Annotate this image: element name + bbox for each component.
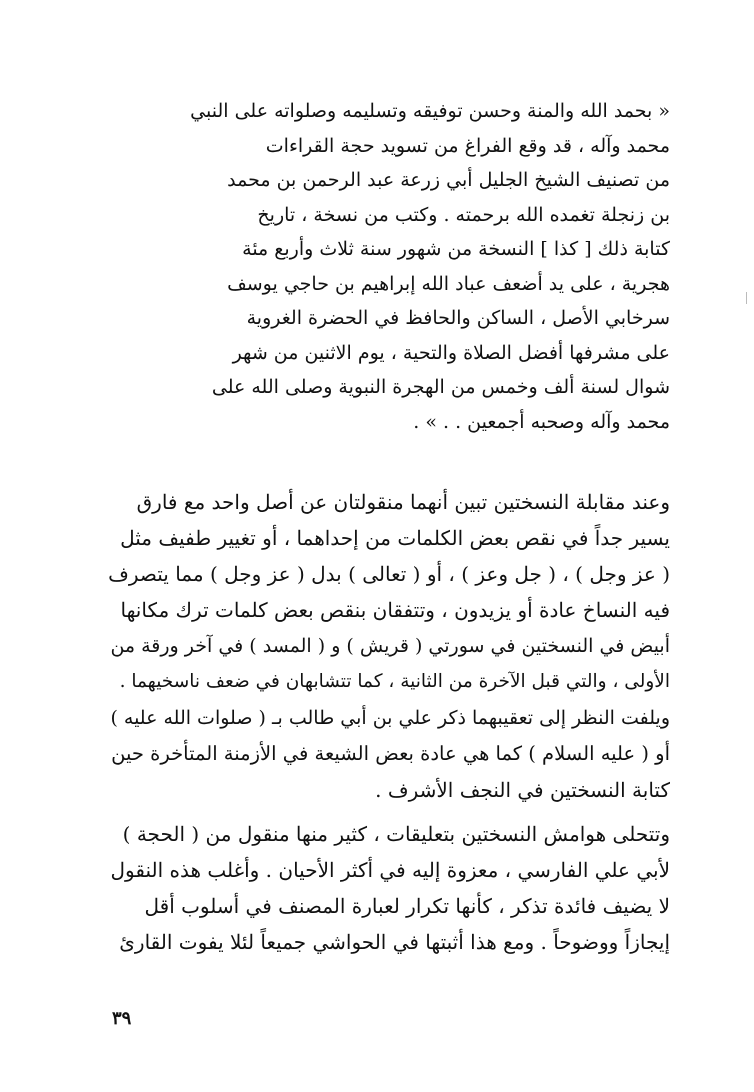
quote-line: من تصنيف الشيخ الجليل أبي زرعة عبد الرحمن بن محمد — [227, 169, 670, 191]
paragraph-line: لأبي علي الفارسي ، معزوة إليه في أكثر الأحيان . وأغلب هذه النقول — [110, 858, 670, 882]
marginal-notes-paragraph — [108, 816, 670, 960]
manuscript-comparison-paragraph — [108, 484, 670, 808]
quote-line: كتابة ذلك [ كذا ] النسخة من شهور سنة ثلاث وأربع مئة — [242, 238, 670, 260]
paragraph-line: فيه النساخ عادة أو يزيدون ، وتتفقان بنقص بعض كلمات ترك مكانها — [120, 598, 670, 622]
paragraph-line: أبيض في النسختين في سورتي ( قريش ) و ( المسد ) في آخر ورقة من — [110, 635, 670, 657]
paragraph-line: إيجازاً ووضوحاً . ومع هذا أثبتها في الحواشي جميعاً لئلا يفوت القارئ — [119, 930, 670, 954]
paragraph-line: ويلفت النظر إلى تعقيبهما ذكر علي بن أبي طالب بـ ( صلوات الله عليه ) — [110, 707, 670, 729]
paragraph-line: وعند مقابلة النسختين تبين أنهما منقولتان عن أصل واحد مع فارق — [136, 490, 670, 514]
paragraph-line: أو ( عليه السلام ) كما هي عادة بعض الشيعة في الأزمنة المتأخرة حين — [111, 742, 670, 765]
quote-line: بن زنجلة تغمده الله برحمته . وكتب من نسخة ، تاريخ — [257, 203, 670, 226]
quote-line: محمد وآله ، قد وقع الفراغ من تسويد حجة القراءات — [265, 134, 670, 157]
paragraph-line: ( عز وجل ) ، ( جل وعز ) ، أو ( تعالى ) بدل ( عز وجل ) مما يتصرف — [108, 562, 670, 586]
quote-line: سرخابي الأصل ، الساكن والحافظ في الحضرة الغروية — [246, 307, 670, 329]
paragraph-line: الأولى ، والتي قبل الآخرة من الثانية ، كما تتشابهان في ضعف ناسخيهما . — [119, 671, 670, 692]
quote-line: على مشرفها أفضل الصلاة والتحية ، يوم الاثنين من شهر — [232, 341, 670, 364]
quote-line: « بحمد الله والمنة وحسن توفيقه وتسليمه وصلواته على النبي — [190, 100, 670, 122]
scan-edge-mark — [746, 292, 747, 304]
quote-line: محمد وآله وصحبه أجمعين . . » . — [413, 410, 670, 433]
paragraph-line: كتابة النسختين في النجف الأشرف . — [375, 778, 670, 802]
colophon-quote — [172, 94, 670, 439]
quote-line: شوال لسنة ألف وخمس من الهجرة النبوية وصلى الله على — [211, 376, 670, 398]
quote-line: هجرية ، على يد أضعف عباد الله إبراهيم بن حاجي يوسف — [227, 272, 670, 295]
paragraph-line: لا يضيف فائدة تذكر ، كأنها تكرار لعبارة المصنف في أسلوب أقل — [144, 894, 670, 918]
paragraph-line: وتتحلى هوامش النسختين بتعليقات ، كثير منها منقول من ( الحجة ) — [122, 822, 670, 846]
page-number: ٣٩ — [112, 1008, 132, 1029]
paragraph-line: يسير جداً في نقص بعض الكلمات من إحداهما ، أو تغيير طفيف مثل — [120, 526, 670, 550]
